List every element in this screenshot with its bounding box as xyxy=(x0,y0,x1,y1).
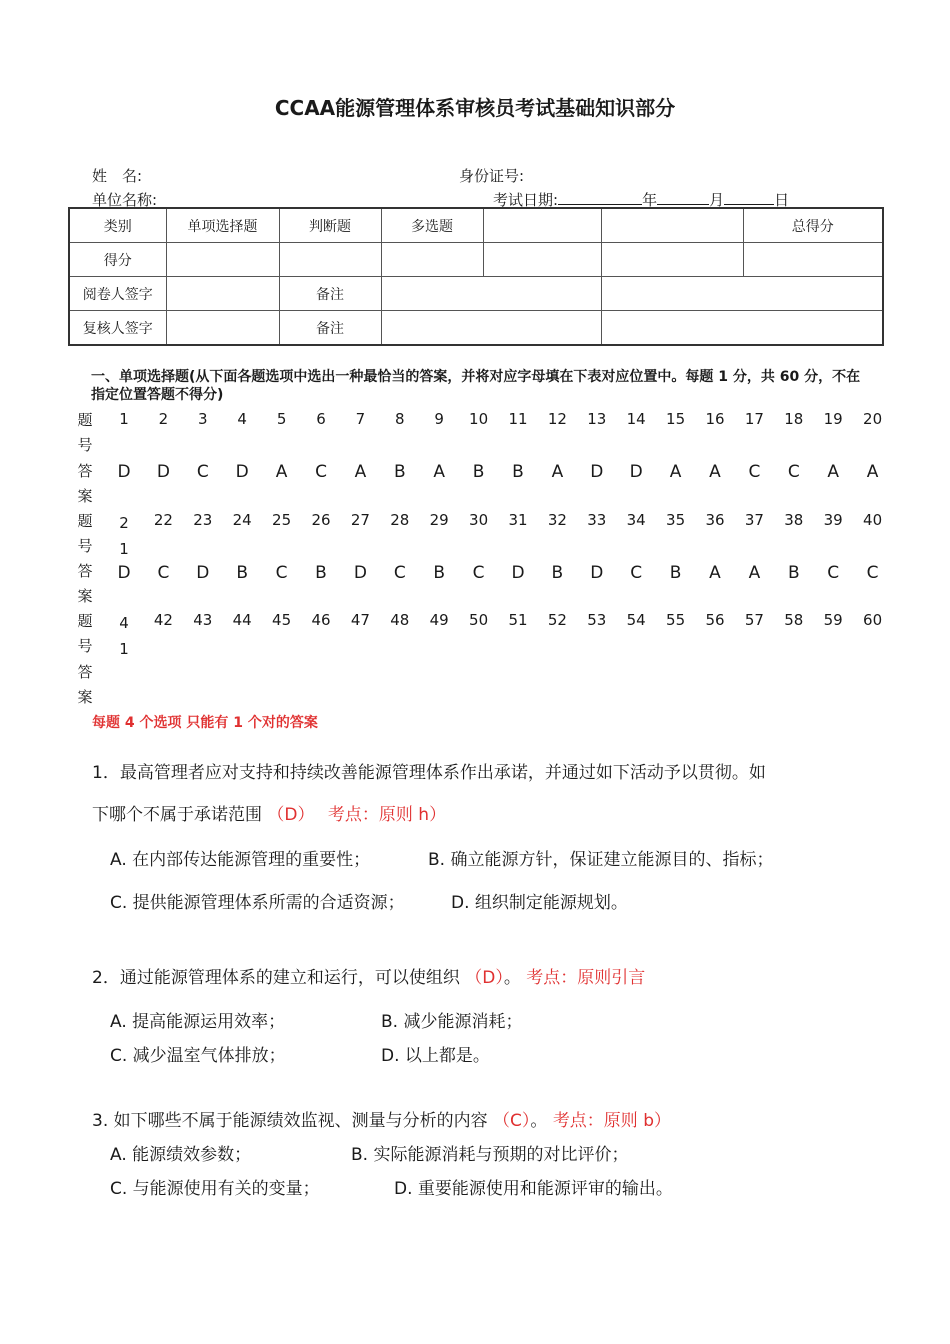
cat-cell: 类别 xyxy=(69,208,166,243)
question-number: 27 xyxy=(350,511,370,529)
question-number: 25 xyxy=(272,511,292,529)
question-number: 45 xyxy=(272,611,292,629)
answer-letter: C xyxy=(630,563,643,583)
question-number: 57 xyxy=(744,611,764,629)
num-label: 题号 xyxy=(77,512,93,555)
q2-option-c[interactable]: C. 减少温室气体排放； xyxy=(110,1046,286,1066)
question-number: 16 xyxy=(705,410,725,428)
q1-option-a[interactable]: A. 在内部传达能源管理的重要性； xyxy=(110,850,371,870)
answer-letter: A xyxy=(275,462,288,482)
question-number: 43 xyxy=(193,611,213,629)
answer-letter: B xyxy=(315,563,327,583)
answer-letter: C xyxy=(393,563,406,583)
question-number: 35 xyxy=(666,511,686,529)
answer-letter: D xyxy=(511,563,525,583)
answer-letter: B xyxy=(472,462,485,482)
question-number: 56 xyxy=(705,611,725,629)
month-label: 月 xyxy=(709,191,725,209)
question-number: 42 xyxy=(153,611,173,629)
question-number: 22 xyxy=(153,511,173,529)
answer-letter: C xyxy=(472,563,485,583)
cat-cell: 多选题 xyxy=(381,208,483,243)
answer-letter: B xyxy=(512,462,524,482)
question-number: 54 xyxy=(626,611,646,629)
answer-letter: A xyxy=(551,462,564,482)
score-cell[interactable] xyxy=(483,243,601,277)
answer-letter: A xyxy=(748,563,761,583)
q1-stem: 下哪个不属于承诺范围 xyxy=(92,805,262,825)
answer-letter: D xyxy=(235,462,249,482)
question-number: 40 xyxy=(863,511,883,529)
question-number: 4 xyxy=(237,410,247,428)
answer-letter: B xyxy=(433,563,446,583)
question-number: 50 xyxy=(469,611,489,629)
score-row xyxy=(69,243,883,277)
question-number: 59 xyxy=(823,611,843,629)
q1-answer: （D） xyxy=(267,805,315,825)
q2-point: 考点：原则引言 xyxy=(526,968,646,988)
q3-option-b[interactable]: B. 实际能源消耗与预期的对比评价； xyxy=(351,1145,629,1165)
answer-letter: C xyxy=(748,462,761,482)
question-number: 2 xyxy=(158,410,169,428)
q1-point: 考点：原则 h） xyxy=(327,805,447,825)
question-number: 36 xyxy=(705,511,725,529)
answer-letter: A xyxy=(866,462,879,482)
question-number: 37 xyxy=(744,511,764,529)
answer-letter: C xyxy=(787,462,800,482)
score-table xyxy=(68,207,884,346)
q3-stem-line xyxy=(92,1106,671,1131)
score-label: 得分 xyxy=(69,243,166,277)
q1-option-c[interactable]: C. 提供能源管理体系所需的合适资源； xyxy=(110,893,405,913)
question-number: 17 xyxy=(744,410,764,428)
answer-letter: D xyxy=(590,462,604,482)
answer-letter: A xyxy=(354,462,367,482)
remark-cell[interactable] xyxy=(381,277,601,311)
remark-cell[interactable] xyxy=(601,277,883,311)
question-number: 32 xyxy=(547,511,567,529)
question-number: 30 xyxy=(469,511,489,529)
answer-letter: C xyxy=(866,563,879,583)
question-number: 58 xyxy=(784,611,804,629)
reviewer-row xyxy=(69,311,883,346)
question-number: 10 xyxy=(469,410,489,428)
question-number: 5 xyxy=(276,410,287,428)
answer-letter: D xyxy=(353,563,367,583)
name-label: 姓 名: xyxy=(92,167,143,185)
q3-option-c[interactable]: C. 与能源使用有关的变量； xyxy=(110,1179,320,1199)
question-number: 38 xyxy=(784,511,804,529)
question-number: 6 xyxy=(316,410,326,428)
question-number: 34 xyxy=(626,511,646,529)
cat-cell xyxy=(483,208,601,243)
month-blank[interactable] xyxy=(657,189,709,205)
answer-letter: A xyxy=(827,462,839,482)
answer-letter: D xyxy=(629,462,643,482)
num-label: 题号 xyxy=(77,411,93,454)
question-number: 23 xyxy=(193,511,213,529)
q3-option-a[interactable]: A. 能源绩效参数； xyxy=(110,1145,252,1165)
remark-cell[interactable] xyxy=(381,311,601,346)
question-number: 55 xyxy=(666,611,686,629)
question-number: 48 xyxy=(390,611,410,629)
q2-stem-line xyxy=(92,963,645,988)
question-number: 39 xyxy=(823,511,843,529)
question-number: 3 xyxy=(198,410,208,428)
question-number: 46 xyxy=(311,611,331,629)
answer-letter: B xyxy=(393,462,406,482)
question-number: 19 xyxy=(823,410,843,428)
question-number: 15 xyxy=(666,410,686,428)
q2-answer: （D） xyxy=(465,968,504,988)
question-number: 7 xyxy=(355,410,366,428)
answer-letter: C xyxy=(315,462,327,482)
answer-letter: A xyxy=(669,462,682,482)
score-cell[interactable] xyxy=(743,243,883,277)
question-number: 9 xyxy=(434,410,444,428)
answer-letter: C xyxy=(827,563,840,583)
answer-letter: B xyxy=(236,563,249,583)
remark-label: 备注 xyxy=(279,277,381,311)
question-number: 26 xyxy=(311,511,331,529)
category-row xyxy=(69,208,883,243)
reader-label: 阅卷人签字 xyxy=(69,277,166,311)
q1-option-b[interactable]: B. 确立能源方针，保证建立能源目的、指标； xyxy=(428,850,774,870)
q1-option-d[interactable]: D. 组织制定能源规划。 xyxy=(451,893,628,913)
answer-letter: C xyxy=(196,462,209,482)
question-number: 51 xyxy=(508,611,528,629)
ans-label: 答案 xyxy=(77,663,93,706)
question-number: 20 xyxy=(863,410,883,428)
answer-letter: A xyxy=(709,563,721,583)
question-number: 12 xyxy=(547,410,567,428)
question-number: 33 xyxy=(587,511,607,529)
question-number: 14 xyxy=(626,410,646,428)
page-title: CCAA能源管理体系审核员考试基础知识部分 xyxy=(274,96,676,120)
note-text: 每题 4 个选项 只能有 1 个对的答案 xyxy=(92,715,318,731)
answer-letter: D xyxy=(117,462,131,482)
answer-letter: D xyxy=(196,563,210,583)
question-number: 24 xyxy=(232,511,252,529)
id-label: 身份证号: xyxy=(459,167,525,185)
score-cell[interactable] xyxy=(381,243,483,277)
day-blank[interactable] xyxy=(724,189,774,205)
answer-letter: D xyxy=(156,462,170,482)
ans-label: 答案 xyxy=(77,462,93,505)
question-number: 47 xyxy=(350,611,370,629)
question-number: 18 xyxy=(784,410,804,428)
reader-row xyxy=(69,277,883,311)
answer-letter: D xyxy=(117,563,131,583)
section-heading: 一、单项选择题(从下面各题选项中选出一种最恰当的答案，并将对应字母填在下表对应位置中。每题 1 分，共 60 分，不在指定位置答题不得分) xyxy=(91,369,861,403)
question-number: 28 xyxy=(390,511,410,529)
question-number: 53 xyxy=(587,611,607,629)
q3-tail: 。 xyxy=(530,1111,548,1131)
q3-stem: 3. 如下哪些不属于能源绩效监视、测量与分析的内容 xyxy=(92,1111,488,1131)
answer-letter: C xyxy=(157,563,170,583)
q2-option-b[interactable]: B. 减少能源消耗； xyxy=(381,1012,523,1032)
score-cell[interactable] xyxy=(279,243,381,277)
q2-stem: 2．通过能源管理体系的建立和运行，可以使组织 xyxy=(92,968,460,988)
reviewer-label: 复核人签字 xyxy=(69,311,166,346)
answer-letter: B xyxy=(669,563,682,583)
num-label: 题号 xyxy=(77,612,93,655)
ans-label: 答案 xyxy=(77,562,93,605)
year-blank[interactable] xyxy=(558,189,642,205)
answer-letter: B xyxy=(787,563,800,583)
date-label: 考试日期: xyxy=(493,191,559,209)
cat-cell: 判断题 xyxy=(279,208,381,243)
cat-cell xyxy=(601,208,743,243)
question-number: 29 xyxy=(429,511,449,529)
q2-option-a[interactable]: A. 提高能源运用效率； xyxy=(110,1012,286,1032)
question-number: 1 xyxy=(119,410,129,428)
question-number: 11 xyxy=(508,410,528,428)
cat-cell: 总得分 xyxy=(743,208,883,243)
q3-answer: （C） xyxy=(493,1111,531,1131)
day-label: 日 xyxy=(774,191,790,209)
q2-option-d[interactable]: D. 以上都是。 xyxy=(381,1046,490,1066)
q1-stem-line2 xyxy=(92,800,446,825)
q3-point: 考点：原则 b） xyxy=(552,1111,672,1131)
question-number: 49 xyxy=(429,611,449,629)
reviewer-sign-cell[interactable] xyxy=(166,311,279,346)
question-number: 44 xyxy=(232,611,252,629)
answer-letter: C xyxy=(275,563,288,583)
score-cell[interactable] xyxy=(601,243,743,277)
remark-label: 备注 xyxy=(279,311,381,346)
question-number: 8 xyxy=(395,410,405,428)
question-number: 31 xyxy=(508,511,528,529)
answer-letter: A xyxy=(433,462,445,482)
question-number: 21 xyxy=(119,514,129,558)
q2-tail: 。 xyxy=(503,968,521,988)
question-number: 13 xyxy=(587,410,607,428)
question-number: 41 xyxy=(119,614,129,658)
answer-letter: D xyxy=(590,563,604,583)
q3-option-d[interactable]: D. 重要能源使用和能源评审的输出。 xyxy=(394,1179,673,1199)
answer-letter: B xyxy=(551,563,564,583)
cat-cell: 单项选择题 xyxy=(166,208,279,243)
unit-label: 单位名称: xyxy=(92,191,158,209)
q1-stem-line1: 1．最高管理者应对支持和持续改善能源管理体系作出承诺，并通过如下活动予以贯彻。如 xyxy=(92,763,766,783)
year-label: 年 xyxy=(642,191,658,209)
score-cell[interactable] xyxy=(166,243,279,277)
reader-sign-cell[interactable] xyxy=(166,277,279,311)
question-number: 52 xyxy=(547,611,567,629)
remark-cell[interactable] xyxy=(601,311,883,346)
answer-letter: A xyxy=(709,462,721,482)
question-number: 60 xyxy=(863,611,883,629)
